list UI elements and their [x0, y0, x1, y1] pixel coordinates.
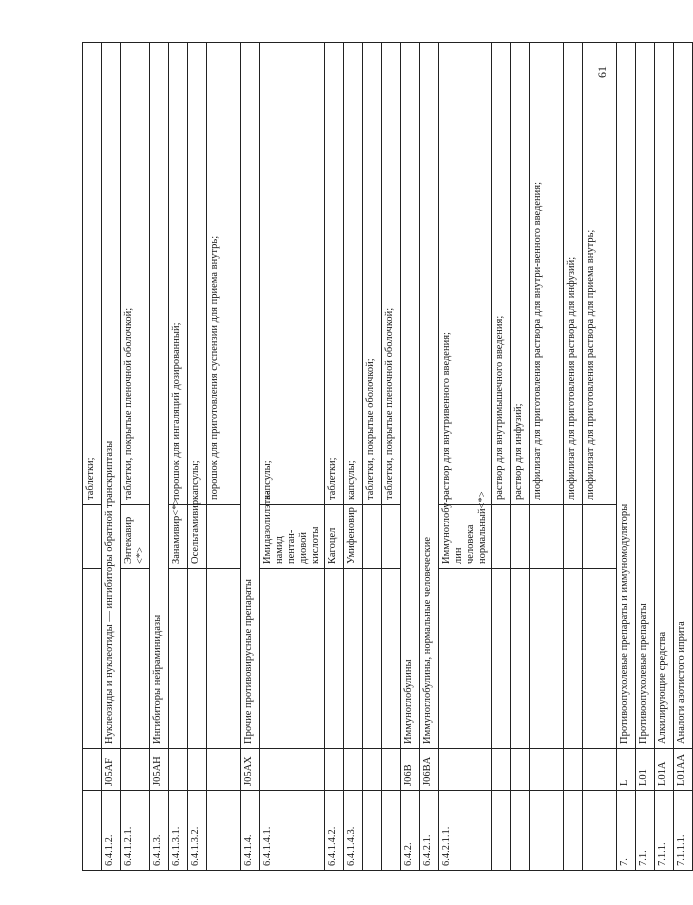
table-row — [207, 43, 241, 871]
medicine-table — [82, 42, 693, 871]
cell-form: раствор для инфузий; — [511, 43, 530, 505]
cell-group — [511, 569, 530, 749]
cell-code — [325, 749, 344, 791]
table-row — [617, 43, 636, 871]
cell-inn: Энтекавир <*> — [121, 505, 150, 569]
cell-inn: Умифеновир — [344, 505, 363, 569]
cell-form: капсулы; — [260, 43, 325, 505]
cell-inn — [83, 505, 102, 569]
cell-group — [121, 569, 150, 749]
cell-code — [583, 749, 617, 791]
cell-num: 6.4.1.3.2. — [188, 791, 207, 871]
cell-group — [564, 569, 583, 749]
cell-num — [363, 791, 382, 871]
cell-num: 6.4.2. — [401, 791, 420, 871]
cell-code — [169, 749, 188, 791]
cell-code — [564, 749, 583, 791]
cell-code: J06B — [401, 749, 420, 791]
cell-code — [260, 749, 325, 791]
cell-inn: Осельтамивир — [188, 505, 207, 569]
cell-inn — [207, 505, 241, 569]
cell-group: Противоопухолевые препараты — [636, 43, 655, 749]
cell-num: 6.4.1.4.3. — [344, 791, 363, 871]
table-row — [401, 43, 420, 871]
cell-inn — [492, 505, 511, 569]
cell-form: таблетки, покрытые пленочной оболочкой; — [121, 43, 150, 505]
cell-form: таблетки, покрытые пленочной оболочкой; — [382, 43, 401, 505]
cell-num: 7. — [617, 791, 636, 871]
cell-inn — [382, 505, 401, 569]
cell-group: Иммуноглобулины, нормальные человеческие — [420, 43, 439, 749]
table-row — [169, 43, 188, 871]
table-row — [636, 43, 655, 871]
table-row — [655, 43, 674, 871]
table-row — [564, 43, 583, 871]
table-row — [83, 43, 102, 871]
cell-group: Аналоги азотистого иприта — [674, 43, 693, 749]
cell-form: таблетки; — [325, 43, 344, 505]
cell-num: 7.1.1. — [655, 791, 674, 871]
cell-group — [439, 569, 492, 749]
cell-inn — [363, 505, 382, 569]
cell-num: 6.4.2.1. — [420, 791, 439, 871]
cell-group — [530, 569, 564, 749]
table-row — [583, 43, 617, 871]
cell-group — [492, 569, 511, 749]
cell-code: J05AF — [102, 749, 121, 791]
cell-form: лиофилизат для приготовления раствора для инфузий; — [564, 43, 583, 505]
table-row — [420, 43, 439, 871]
table-row — [344, 43, 363, 871]
cell-num — [83, 791, 102, 871]
cell-group — [325, 569, 344, 749]
cell-form: таблетки; — [83, 43, 102, 505]
cell-group: Нуклеозиды и нуклеотиды — ингибиторы обратной транскриптазы — [102, 43, 121, 749]
cell-group: Ингибиторы нейраминидазы — [150, 43, 169, 749]
cell-code — [344, 749, 363, 791]
cell-num: 7.1. — [636, 791, 655, 871]
table-body — [83, 43, 693, 871]
cell-code — [188, 749, 207, 791]
cell-num — [511, 791, 530, 871]
cell-group — [583, 569, 617, 749]
table-row — [241, 43, 260, 871]
cell-num: 6.4.1.3. — [150, 791, 169, 871]
cell-group — [169, 569, 188, 749]
cell-group: Прочие противовирусные препараты — [241, 43, 260, 749]
cell-group — [260, 569, 325, 749]
cell-form: лиофилизат для приготовления раствора для внутри-венного введения; — [530, 43, 564, 505]
cell-group: Иммуноглобулины — [401, 43, 420, 749]
cell-code — [121, 749, 150, 791]
cell-form: капсулы; — [344, 43, 363, 505]
cell-num: 6.4.1.3.1. — [169, 791, 188, 871]
table-row — [150, 43, 169, 871]
cell-num — [583, 791, 617, 871]
cell-form: раствор для внутривенного введения; — [439, 43, 492, 505]
cell-code: L01AA — [674, 749, 693, 791]
table-row — [121, 43, 150, 871]
table-row — [439, 43, 492, 871]
cell-group — [344, 569, 363, 749]
table-row — [188, 43, 207, 871]
table-row — [102, 43, 121, 871]
cell-code — [439, 749, 492, 791]
cell-group: Алкилирующие средства — [655, 43, 674, 749]
cell-num: 6.4.1.2.1. — [121, 791, 150, 871]
cell-inn — [530, 505, 564, 569]
cell-code: L01A — [655, 749, 674, 791]
cell-code — [382, 749, 401, 791]
cell-form: таблетки, покрытые оболочкой; — [363, 43, 382, 505]
cell-inn: Имидазолилэта-намид пентан-диовой кислоты — [260, 505, 325, 569]
cell-code: L — [617, 749, 636, 791]
cell-num — [382, 791, 401, 871]
cell-group — [188, 569, 207, 749]
cell-inn — [564, 505, 583, 569]
page-number: 61 — [595, 66, 609, 78]
cell-code — [363, 749, 382, 791]
cell-num — [207, 791, 241, 871]
table-row — [492, 43, 511, 871]
cell-num: 6.4.2.1.1. — [439, 791, 492, 871]
cell-code — [511, 749, 530, 791]
cell-code: L01 — [636, 749, 655, 791]
cell-num: 6.4.1.4. — [241, 791, 260, 871]
table-row — [511, 43, 530, 871]
cell-code: J06BA — [420, 749, 439, 791]
cell-inn: Кагоцел — [325, 505, 344, 569]
cell-num: 7.1.1.1. — [674, 791, 693, 871]
table-row — [260, 43, 325, 871]
cell-code: J05AH — [150, 749, 169, 791]
cell-inn: Иммуноглобу-лин человека нормальный<*> — [439, 505, 492, 569]
cell-form: порошок для приготовления суспензии для приема внутрь; — [207, 43, 241, 505]
cell-num: 6.4.1.2. — [102, 791, 121, 871]
cell-form: раствор для внутримышечного введения; — [492, 43, 511, 505]
table-row — [363, 43, 382, 871]
cell-num: 6.4.1.4.2. — [325, 791, 344, 871]
table-row — [674, 43, 693, 871]
cell-group: Противоопухолевые препараты и иммуномодуляторы — [617, 43, 636, 749]
cell-form: капсулы; — [188, 43, 207, 505]
cell-inn — [583, 505, 617, 569]
table-row — [325, 43, 344, 871]
cell-inn: Занамивир<*> — [169, 505, 188, 569]
cell-code — [83, 749, 102, 791]
cell-form: лиофилизат для приготовления раствора для приема внутрь; — [583, 43, 617, 505]
cell-num — [530, 791, 564, 871]
cell-group — [363, 569, 382, 749]
table-row — [530, 43, 564, 871]
table-row — [382, 43, 401, 871]
cell-inn — [511, 505, 530, 569]
cell-group — [382, 569, 401, 749]
cell-group — [207, 569, 241, 749]
cell-code — [492, 749, 511, 791]
cell-code — [207, 749, 241, 791]
cell-num: 6.4.1.4.1. — [260, 791, 325, 871]
cell-code — [530, 749, 564, 791]
cell-num — [492, 791, 511, 871]
cell-group — [83, 569, 102, 749]
cell-num — [564, 791, 583, 871]
cell-code: J05AX — [241, 749, 260, 791]
cell-form: порошок для ингаляций дозированный; — [169, 43, 188, 505]
